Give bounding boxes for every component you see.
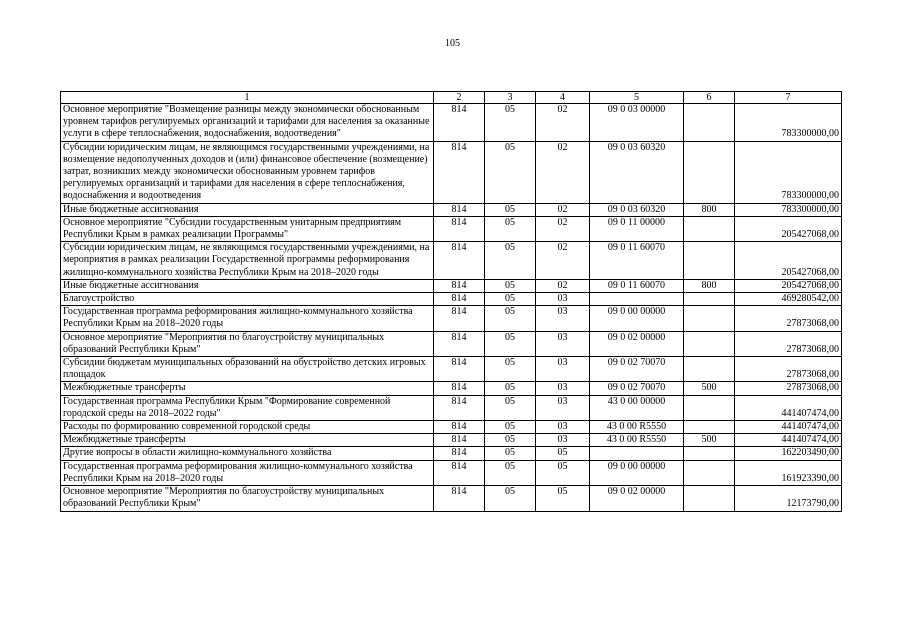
row-amount: 783300000,00 (735, 203, 842, 216)
row-section: 05 (485, 486, 536, 511)
row-expense-type (684, 486, 735, 511)
row-target-article: 09 0 03 60320 (590, 203, 684, 216)
table-row (61, 447, 842, 460)
table-row (61, 216, 842, 241)
column-header: 4 (536, 92, 590, 104)
row-target-article (590, 447, 684, 460)
row-grbs: 814 (434, 421, 485, 434)
row-target-article: 09 0 02 70070 (590, 382, 684, 395)
table-row (61, 203, 842, 216)
row-grbs: 814 (434, 306, 485, 331)
row-name: Субсидии юридическим лицам, не являющимся государственными учреждениями, на возмещение недополученных доходов и (или) финансовое обеспечение (возмещение) затрат, возникших между экономически обоснованным уровнем тарифов регулируемых организаций и тарифами для населения в сфере теплоснабжения, водоснабжения и водоотведения (61, 141, 434, 203)
row-amount: 441407474,00 (735, 434, 842, 447)
row-subsection: 03 (536, 293, 590, 306)
row-target-article: 09 0 00 00000 (590, 306, 684, 331)
row-subsection: 02 (536, 242, 590, 280)
row-amount: 205427068,00 (735, 279, 842, 292)
row-section: 05 (485, 279, 536, 292)
row-subsection: 02 (536, 279, 590, 292)
row-grbs: 814 (434, 104, 485, 142)
row-grbs: 814 (434, 279, 485, 292)
row-name: Иные бюджетные ассигнования (61, 203, 434, 216)
row-grbs: 814 (434, 447, 485, 460)
row-subsection: 05 (536, 447, 590, 460)
row-section: 05 (485, 395, 536, 420)
row-target-article (590, 293, 684, 306)
table-row (61, 331, 842, 356)
row-section: 05 (485, 331, 536, 356)
table-body (61, 104, 842, 512)
row-grbs: 814 (434, 486, 485, 511)
column-header: 6 (684, 92, 735, 104)
row-grbs: 814 (434, 434, 485, 447)
row-amount: 205427068,00 (735, 216, 842, 241)
column-header: 7 (735, 92, 842, 104)
table-row (61, 395, 842, 420)
row-section: 05 (485, 382, 536, 395)
row-section: 05 (485, 203, 536, 216)
row-expense-type: 500 (684, 434, 735, 447)
row-name: Межбюджетные трансферты (61, 382, 434, 395)
row-expense-type: 500 (684, 382, 735, 395)
budget-table (60, 91, 842, 512)
row-expense-type (684, 306, 735, 331)
row-subsection: 02 (536, 216, 590, 241)
row-expense-type: 800 (684, 203, 735, 216)
row-section: 05 (485, 421, 536, 434)
row-amount: 441407474,00 (735, 421, 842, 434)
row-subsection: 03 (536, 421, 590, 434)
table-row (61, 460, 842, 485)
row-expense-type (684, 242, 735, 280)
row-section: 05 (485, 306, 536, 331)
row-amount: 27873068,00 (735, 306, 842, 331)
table-row (61, 279, 842, 292)
row-expense-type (684, 293, 735, 306)
row-grbs: 814 (434, 460, 485, 485)
row-target-article: 09 0 02 00000 (590, 486, 684, 511)
table-row (61, 486, 842, 511)
row-name: Государственная программа реформирования жилищно-коммунального хозяйства Республики Крым на 2018–2020 годы (61, 460, 434, 485)
row-amount: 469280542,00 (735, 293, 842, 306)
row-name: Субсидии юридическим лицам, не являющимся государственными учреждениями, на мероприятия в рамках реализации Государственной программы реформирования жилищно-коммунального хозяйства Республики Крым на 2018–2020 годы (61, 242, 434, 280)
row-name: Основное мероприятие "Возмещение разницы между экономически обоснованным уровнем тарифов регулируемых организаций и тарифами для населения за оказанные услуги в сфере теплоснабжения, водоснабжения, водоотведения" (61, 104, 434, 142)
row-section: 05 (485, 447, 536, 460)
row-expense-type (684, 357, 735, 382)
row-name: Расходы по формированию современной городской среды (61, 421, 434, 434)
row-expense-type (684, 141, 735, 203)
row-target-article: 09 0 11 60070 (590, 279, 684, 292)
row-subsection: 03 (536, 382, 590, 395)
table-row (61, 104, 842, 142)
row-expense-type (684, 216, 735, 241)
row-subsection: 03 (536, 306, 590, 331)
header-row (61, 92, 842, 104)
row-subsection: 02 (536, 203, 590, 216)
row-grbs: 814 (434, 141, 485, 203)
table-row (61, 421, 842, 434)
column-header: 1 (61, 92, 434, 104)
row-amount: 162203490,00 (735, 447, 842, 460)
table-row (61, 141, 842, 203)
row-subsection: 02 (536, 104, 590, 142)
row-target-article: 43 0 00 R5550 (590, 434, 684, 447)
row-target-article: 09 0 02 00000 (590, 331, 684, 356)
row-subsection: 03 (536, 434, 590, 447)
row-name: Основное мероприятие "Мероприятия по благоустройству муниципальных образований Республики Крым" (61, 331, 434, 356)
row-name: Государственная программа Республики Крым "Формирование современной городской среды на 2018–2022 годы" (61, 395, 434, 420)
row-expense-type: 800 (684, 279, 735, 292)
row-expense-type (684, 331, 735, 356)
row-section: 05 (485, 104, 536, 142)
table-row (61, 357, 842, 382)
row-grbs: 814 (434, 331, 485, 356)
row-target-article: 09 0 03 00000 (590, 104, 684, 142)
row-amount: 161923390,00 (735, 460, 842, 485)
row-subsection: 05 (536, 460, 590, 485)
table-row (61, 306, 842, 331)
row-grbs: 814 (434, 382, 485, 395)
row-target-article: 43 0 00 00000 (590, 395, 684, 420)
row-name: Межбюджетные трансферты (61, 434, 434, 447)
row-amount: 205427068,00 (735, 242, 842, 280)
row-target-article: 43 0 00 R5550 (590, 421, 684, 434)
row-target-article: 09 0 02 70070 (590, 357, 684, 382)
row-amount: 783300000,00 (735, 141, 842, 203)
table-row (61, 293, 842, 306)
row-section: 05 (485, 357, 536, 382)
row-name: Иные бюджетные ассигнования (61, 279, 434, 292)
row-subsection: 03 (536, 357, 590, 382)
row-expense-type (684, 421, 735, 434)
row-subsection: 05 (536, 486, 590, 511)
row-grbs: 814 (434, 293, 485, 306)
column-header: 2 (434, 92, 485, 104)
table-row (61, 382, 842, 395)
row-section: 05 (485, 141, 536, 203)
row-subsection: 03 (536, 395, 590, 420)
row-section: 05 (485, 293, 536, 306)
column-header: 3 (485, 92, 536, 104)
row-expense-type (684, 460, 735, 485)
row-section: 05 (485, 242, 536, 280)
table-row (61, 242, 842, 280)
row-target-article: 09 0 03 60320 (590, 141, 684, 203)
row-amount: 27873068,00 (735, 382, 842, 395)
row-target-article: 09 0 11 60070 (590, 242, 684, 280)
row-subsection: 02 (536, 141, 590, 203)
row-grbs: 814 (434, 203, 485, 216)
row-amount: 783300000,00 (735, 104, 842, 142)
row-name: Субсидии бюджетам муниципальных образований на обустройство детских игровых площадок (61, 357, 434, 382)
row-expense-type (684, 104, 735, 142)
row-section: 05 (485, 434, 536, 447)
row-expense-type (684, 447, 735, 460)
row-name: Основное мероприятие "Субсидии государственным унитарным предприятиям Республики Крым в рамках реализации Программы" (61, 216, 434, 241)
row-amount: 27873068,00 (735, 331, 842, 356)
row-subsection: 03 (536, 331, 590, 356)
row-amount: 12173790,00 (735, 486, 842, 511)
row-name: Другие вопросы в области жилищно-коммунального хозяйства (61, 447, 434, 460)
row-grbs: 814 (434, 395, 485, 420)
row-grbs: 814 (434, 357, 485, 382)
row-amount: 441407474,00 (735, 395, 842, 420)
row-grbs: 814 (434, 242, 485, 280)
row-amount: 27873068,00 (735, 357, 842, 382)
row-name: Основное мероприятие "Мероприятия по благоустройству муниципальных образований Республики Крым" (61, 486, 434, 511)
row-target-article: 09 0 00 00000 (590, 460, 684, 485)
row-name: Государственная программа реформирования жилищно-коммунального хозяйства Республики Крым на 2018–2020 годы (61, 306, 434, 331)
row-target-article: 09 0 11 00000 (590, 216, 684, 241)
row-section: 05 (485, 460, 536, 485)
row-grbs: 814 (434, 216, 485, 241)
column-header: 5 (590, 92, 684, 104)
row-section: 05 (485, 216, 536, 241)
page-number: 105 (445, 38, 460, 49)
table-row (61, 434, 842, 447)
row-expense-type (684, 395, 735, 420)
row-name: Благоустройство (61, 293, 434, 306)
